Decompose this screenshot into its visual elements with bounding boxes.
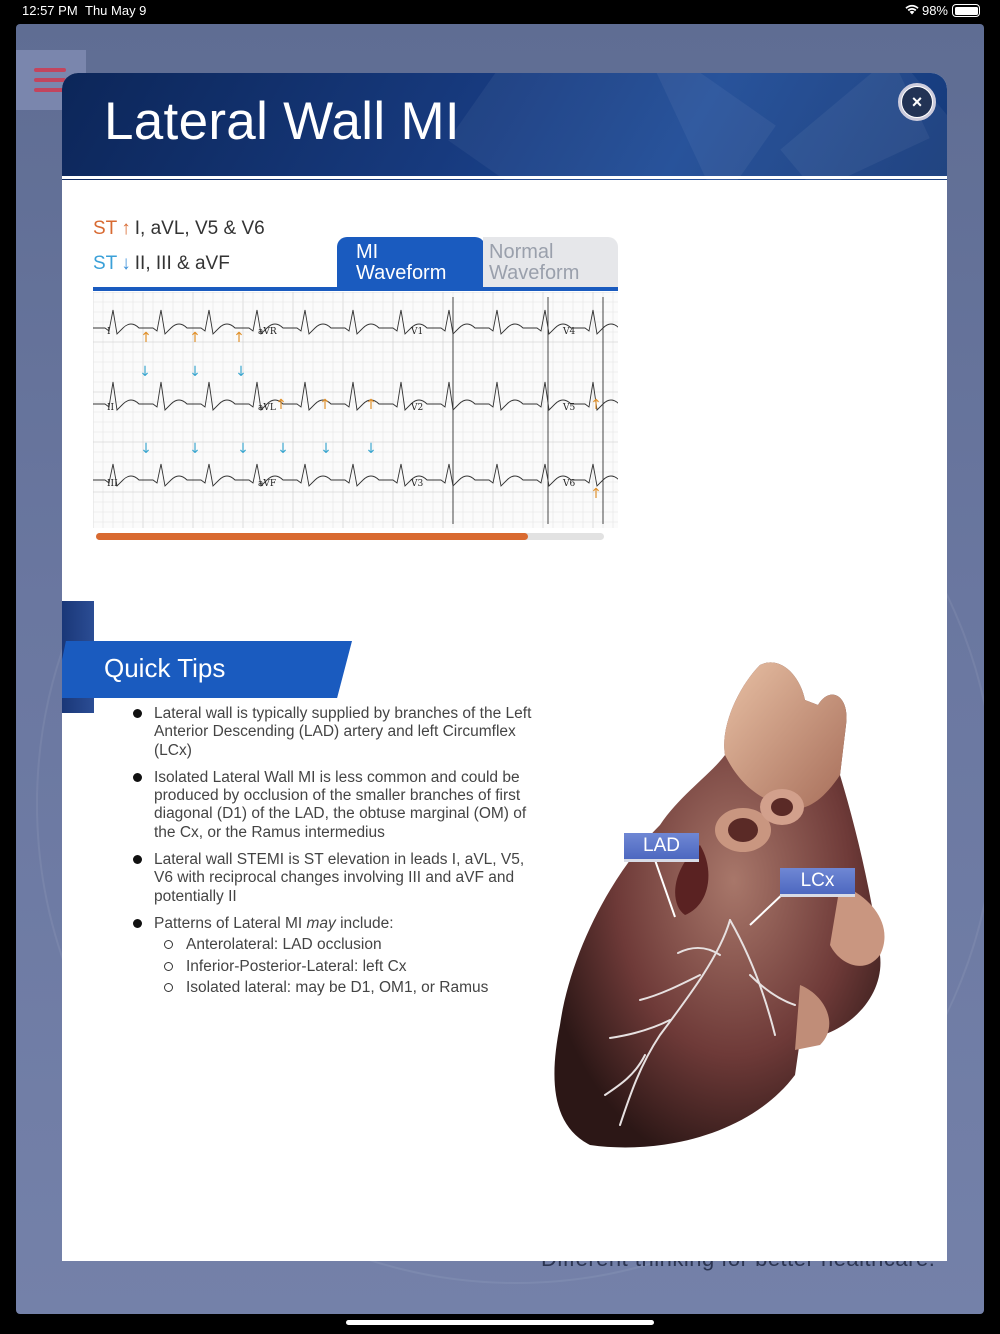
ecg-lead-label: V2: [411, 403, 424, 413]
status-date: Thu May 9: [85, 3, 147, 18]
status-bar: [0, 0, 1000, 22]
tip-text-after: include:: [335, 914, 394, 932]
bullet-icon: [133, 919, 142, 928]
list-item: [154, 705, 534, 760]
st-down-arrow-icon: ↓: [320, 441, 332, 457]
waveform-progress-fill: [96, 533, 528, 540]
close-icon: ×: [902, 87, 932, 117]
tip-text: Lateral wall STEMI is ST elevation in leads I, aVL, V5, V6 with reciprocal changes involving III and aVF and potentially II: [154, 851, 525, 905]
battery-percent: 98%: [921, 3, 948, 18]
tab-underline: [93, 287, 618, 291]
ecg-lead-label: aVR: [258, 327, 277, 337]
list-item: [154, 769, 534, 842]
ecg-lead-label: aVF: [258, 479, 277, 489]
st-up-arrow-icon: ↑: [365, 397, 377, 413]
ecg-lead-label: V3: [411, 479, 424, 489]
quick-tips-list: [154, 705, 534, 1006]
lateral-wall-mi-modal: [62, 73, 947, 1261]
waveform-progress-bar[interactable]: [96, 533, 604, 540]
heart-illustration: [550, 655, 890, 1155]
ecg-lead-label: I: [107, 327, 111, 337]
st-elevation-line: [93, 218, 265, 240]
header-divider: [62, 176, 947, 179]
bullet-icon: [133, 773, 142, 782]
arrow-down-icon: ↓: [121, 253, 131, 274]
sub-tip-text: Isolated lateral: may be D1, OM1, or Ramus: [186, 978, 489, 996]
tab-mi-label-line2: Waveform: [356, 262, 447, 284]
lad-label: LAD: [624, 833, 699, 859]
battery-icon: [952, 4, 980, 17]
quick-tips-title: Quick Tips: [104, 653, 226, 683]
st-depression-leads: II, III & aVF: [134, 253, 230, 274]
list-item: [154, 851, 534, 906]
tab-normal-label-line1: Normal: [489, 241, 554, 263]
st-down-arrow-icon: ↓: [189, 364, 201, 380]
st-depression-prefix: ST: [93, 253, 118, 274]
st-up-arrow-icon: ↑: [275, 397, 287, 413]
ecg-lead-label: II: [107, 403, 115, 413]
sub-tip-text: Anterolateral: LAD occlusion: [186, 936, 382, 954]
tip-text-emphasis: may: [306, 914, 336, 932]
st-up-arrow-icon: ↑: [140, 330, 152, 346]
status-time: 12:57 PM: [22, 3, 78, 18]
st-down-arrow-icon: ↓: [139, 364, 151, 380]
ecg-lead-label: V6: [563, 479, 576, 489]
ecg-strip[interactable]: [93, 292, 618, 528]
wifi-icon: [904, 3, 920, 15]
modal-title: Lateral Wall MI: [104, 92, 460, 151]
st-down-arrow-icon: ↓: [140, 441, 152, 457]
lcx-label: LCx: [780, 868, 855, 894]
st-up-arrow-icon: ↑: [590, 397, 602, 413]
ecg-lead-label: aVL: [258, 403, 276, 413]
st-up-arrow-icon: ↑: [590, 486, 602, 502]
circle-bullet-icon: [164, 940, 173, 949]
st-down-arrow-icon: ↓: [365, 441, 377, 457]
st-down-arrow-icon: ↓: [277, 441, 289, 457]
home-indicator[interactable]: [346, 1320, 654, 1325]
st-up-arrow-icon: ↑: [319, 397, 331, 413]
st-elevation-leads: I, aVL, V5 & V6: [134, 218, 265, 239]
st-up-arrow-icon: ↑: [189, 330, 201, 346]
sub-list-item: [154, 979, 534, 997]
circle-bullet-icon: [164, 962, 173, 971]
st-up-arrow-icon: ↑: [233, 330, 245, 346]
st-down-arrow-icon: ↓: [189, 441, 201, 457]
tab-mi-waveform[interactable]: [337, 237, 485, 289]
circle-bullet-icon: [164, 983, 173, 992]
tab-mi-label-line1: MI: [356, 241, 379, 263]
st-depression-line: [93, 253, 230, 275]
tab-normal-waveform[interactable]: [483, 237, 618, 289]
sub-list-item: [154, 936, 534, 954]
tip-text: Isolated Lateral Wall MI is less common and could be produced by occlusion of the smaller branches of first diagonal (D1) of the LAD, the obtuse marginal (OM) of the Cx, or the Ramus intermedius: [154, 768, 527, 841]
tab-normal-label-line2: Waveform: [489, 262, 580, 284]
ecg-lead-label: V4: [563, 327, 576, 337]
close-button[interactable]: [898, 83, 936, 121]
ecg-lead-label: V5: [563, 403, 576, 413]
bullet-icon: [133, 855, 142, 864]
sub-tip-text: Inferior-Posterior-Lateral: left Cx: [186, 957, 407, 975]
ecg-lead-label: III: [107, 479, 118, 489]
tip-text-before: Patterns of Lateral MI: [154, 914, 307, 932]
st-elevation-prefix: ST: [93, 218, 118, 239]
bullet-icon: [133, 709, 142, 718]
tip-text: Lateral wall is typically supplied by branches of the Left Anterior Descending (LAD) artery and left Circumflex (LCx): [154, 705, 532, 759]
sub-list-item: [154, 958, 534, 976]
st-down-arrow-icon: ↓: [235, 364, 247, 380]
ecg-lead-label: V1: [411, 327, 424, 337]
arrow-up-icon: ↑: [121, 218, 131, 239]
st-down-arrow-icon: ↓: [237, 441, 249, 457]
modal-header: [62, 73, 947, 180]
list-item: [154, 915, 534, 997]
